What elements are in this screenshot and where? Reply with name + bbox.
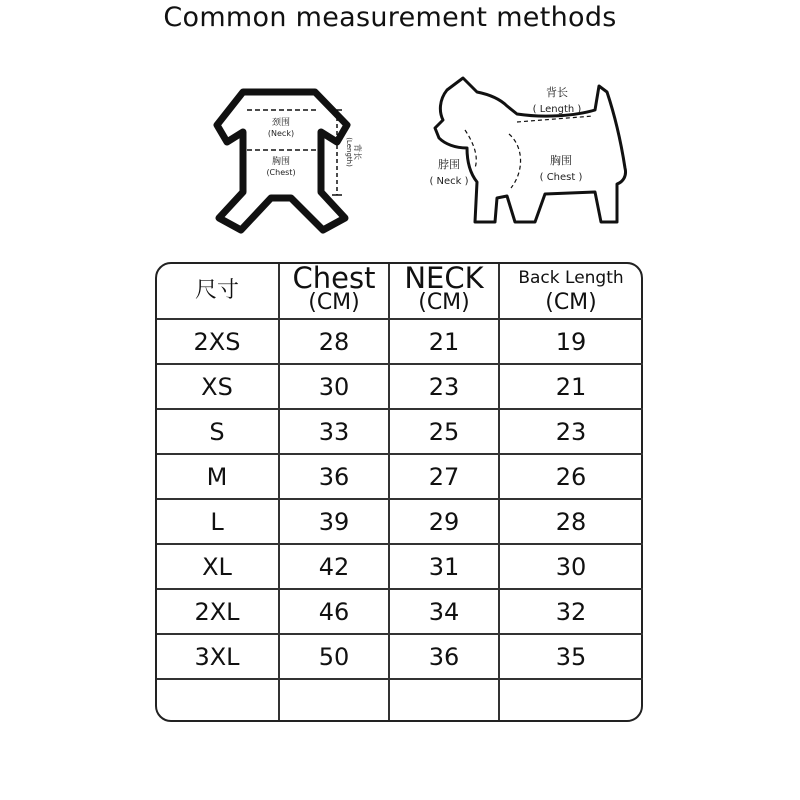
- row-divider: [157, 498, 643, 500]
- size-cell: XL: [202, 553, 232, 581]
- dog-chest-en: ( Chest ): [539, 172, 583, 183]
- dog-neck-en: ( Neck ): [429, 176, 469, 187]
- row-divider: [157, 453, 643, 455]
- back-length-cell: 23: [555, 418, 587, 446]
- row-divider: [157, 318, 643, 320]
- garment-length-cn: 背长: [353, 144, 362, 160]
- size-table: [155, 262, 643, 722]
- back-length-cell: 21: [555, 373, 587, 401]
- neck-cell: 23: [428, 373, 460, 401]
- header-chest-unit: (CM): [308, 290, 360, 315]
- neck-cell: 36: [428, 643, 460, 671]
- chest-cell: 46: [318, 598, 350, 626]
- page-title: Common measurement methods: [163, 2, 617, 33]
- garment-chest-en: (Chest): [266, 168, 296, 177]
- size-cell: L: [210, 508, 224, 536]
- header-chest: Chest: [292, 261, 376, 295]
- back-length-cell: 28: [555, 508, 587, 536]
- header-size: 尺寸: [194, 278, 239, 303]
- garment-neck-en: (Neck): [267, 129, 295, 138]
- header-neck-unit: (CM): [418, 290, 470, 315]
- size-cell: XS: [201, 373, 233, 401]
- dog-chest-cn: 胸围: [550, 154, 572, 167]
- neck-cell: 29: [428, 508, 460, 536]
- chest-cell: 39: [318, 508, 350, 536]
- back-length-cell: 35: [555, 643, 587, 671]
- dog-length-en: ( Length ): [532, 104, 582, 115]
- row-divider: [157, 408, 643, 410]
- garment-neck-cn: 颈围: [271, 118, 291, 128]
- header-back-length: Back Length: [518, 268, 624, 288]
- dog-length-cn: 背长: [546, 86, 568, 99]
- size-cell: 3XL: [194, 643, 240, 671]
- row-divider: [157, 543, 643, 545]
- dog-neck-cn: 脖围: [438, 158, 460, 171]
- size-cell: 2XS: [193, 328, 241, 356]
- back-length-cell: 19: [555, 328, 587, 356]
- row-divider: [157, 363, 643, 365]
- garment-chest-cn: 胸围: [271, 157, 291, 167]
- neck-cell: 21: [428, 328, 460, 356]
- chest-cell: 36: [318, 463, 350, 491]
- chest-cell: 30: [318, 373, 350, 401]
- chest-cell: 28: [318, 328, 350, 356]
- neck-cell: 34: [428, 598, 460, 626]
- dog-outline: [435, 78, 626, 222]
- back-length-cell: 32: [555, 598, 587, 626]
- chest-cell: 33: [318, 418, 350, 446]
- size-cell: S: [209, 418, 225, 446]
- neck-cell: 31: [428, 553, 460, 581]
- size-cell: 2XL: [194, 598, 240, 626]
- row-divider: [157, 678, 643, 680]
- garment-length-en: (Length): [345, 137, 353, 167]
- header-back-length-unit: (CM): [545, 290, 597, 315]
- dog-diagram: [425, 72, 645, 237]
- neck-cell: 25: [428, 418, 460, 446]
- back-length-cell: 26: [555, 463, 587, 491]
- row-divider: [157, 633, 643, 635]
- size-cell: M: [206, 463, 228, 491]
- row-divider: [157, 588, 643, 590]
- chest-cell: 50: [318, 643, 350, 671]
- back-length-cell: 30: [555, 553, 587, 581]
- header-neck: NECK: [404, 261, 484, 295]
- garment-diagram: [205, 80, 375, 240]
- chest-cell: 42: [318, 553, 350, 581]
- neck-cell: 27: [428, 463, 460, 491]
